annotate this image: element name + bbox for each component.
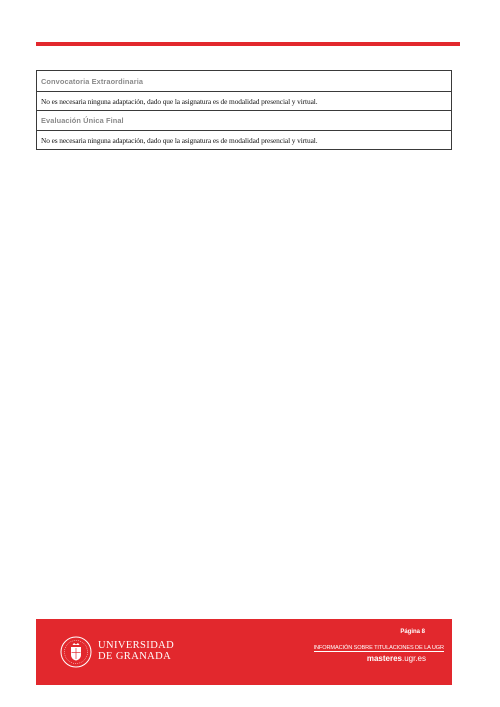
university-seal-icon — [60, 636, 92, 668]
university-logo-text — [98, 640, 174, 662]
section-text-evaluacion-unica: No es necesaria ninguna adaptación, dado que la asignatura es de modalidad presencial y virtual. — [37, 130, 451, 149]
page-footer — [36, 619, 452, 685]
site-link[interactable] — [367, 654, 426, 663]
university-line-1: UNIVERSIDAD — [98, 640, 175, 651]
info-link[interactable]: INFORMACIÓN SOBRE TITULACIONES DE LA UGR — [313, 645, 444, 651]
university-line-2: DE GRANADA — [98, 651, 172, 662]
page-number: Página 8 — [400, 629, 425, 635]
site-rest: .ugr.es — [401, 654, 426, 663]
section-heading-evaluacion-unica: Evaluación Única Final — [37, 110, 451, 130]
site-bold: masteres — [366, 654, 402, 663]
section-text-extraordinaria: No es necesaria ninguna adaptación, dado que la asignatura es de modalidad presencial y virtual. — [37, 91, 451, 110]
header-rule — [36, 42, 460, 46]
section-heading-extraordinaria: Convocatoria Extraordinaria — [41, 76, 144, 86]
evaluation-table — [36, 70, 452, 150]
